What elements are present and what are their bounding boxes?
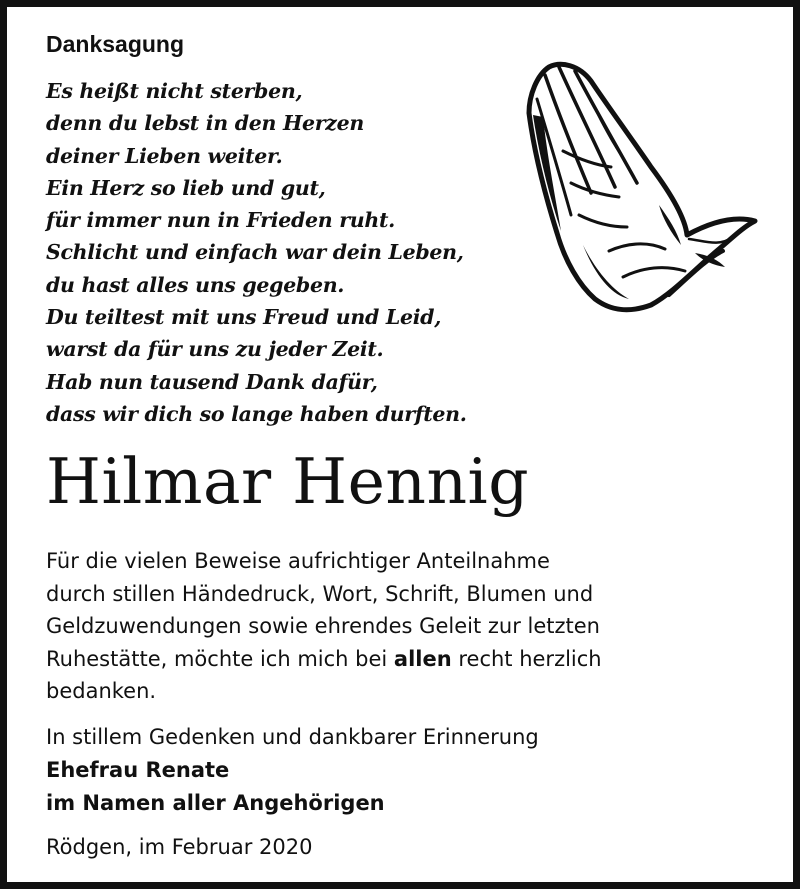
praying-hands-icon	[519, 55, 765, 317]
thanks-line: durch stillen Händedruck, Wort, Schrift, Blumen und	[46, 581, 594, 606]
poem-line: Es heißt nicht sterben,	[46, 79, 303, 103]
deceased-name: Hilmar Hennig	[46, 445, 530, 518]
thanks-line: bedanken.	[46, 679, 157, 703]
memorial-poem	[46, 75, 467, 430]
signer-family: im Namen aller Angehörigen	[46, 791, 385, 815]
poem-line: Du teiltest mit uns Freud und Leid,	[46, 305, 442, 330]
poem-line: Ein Herz so lieb und gut,	[46, 175, 326, 200]
poem-line: dass wir dich so lange haben durften.	[46, 401, 467, 426]
poem-line: Schlicht und einfach war dein Leben,	[46, 240, 464, 265]
notice-heading: Danksagung	[46, 31, 185, 57]
poem-line: denn du lebst in den Herzen	[46, 111, 364, 136]
thanks-text	[46, 545, 602, 708]
place-date: Rödgen, im Februar 2020	[46, 835, 313, 859]
thanks-line: Für die vielen Beweise aufrichtiger Anteilnahme	[46, 549, 550, 573]
signature-intro: In stillem Gedenken und dankbarer Erinnerung	[46, 725, 539, 749]
thanks-line: Geldzuwendungen sowie ehrendes Geleit zur letzten	[46, 614, 600, 638]
thanks-text-after: recht herzlich	[451, 646, 602, 671]
poem-line: deiner Lieben weiter.	[46, 143, 283, 168]
signer-name: Ehefrau Renate	[46, 758, 230, 782]
signature-block	[46, 721, 539, 820]
poem-line: warst da für uns zu jeder Zeit.	[46, 337, 384, 362]
poem-line: du hast alles uns gegeben.	[46, 272, 345, 297]
thanks-line	[46, 643, 602, 676]
poem-line: für immer nun in Frieden ruht.	[46, 208, 395, 233]
thanks-text-before: Ruhestätte, möchte ich mich bei	[46, 646, 394, 671]
thanks-emphasis: allen	[393, 646, 452, 671]
poem-line: Hab nun tausend Dank dafür,	[46, 369, 378, 394]
